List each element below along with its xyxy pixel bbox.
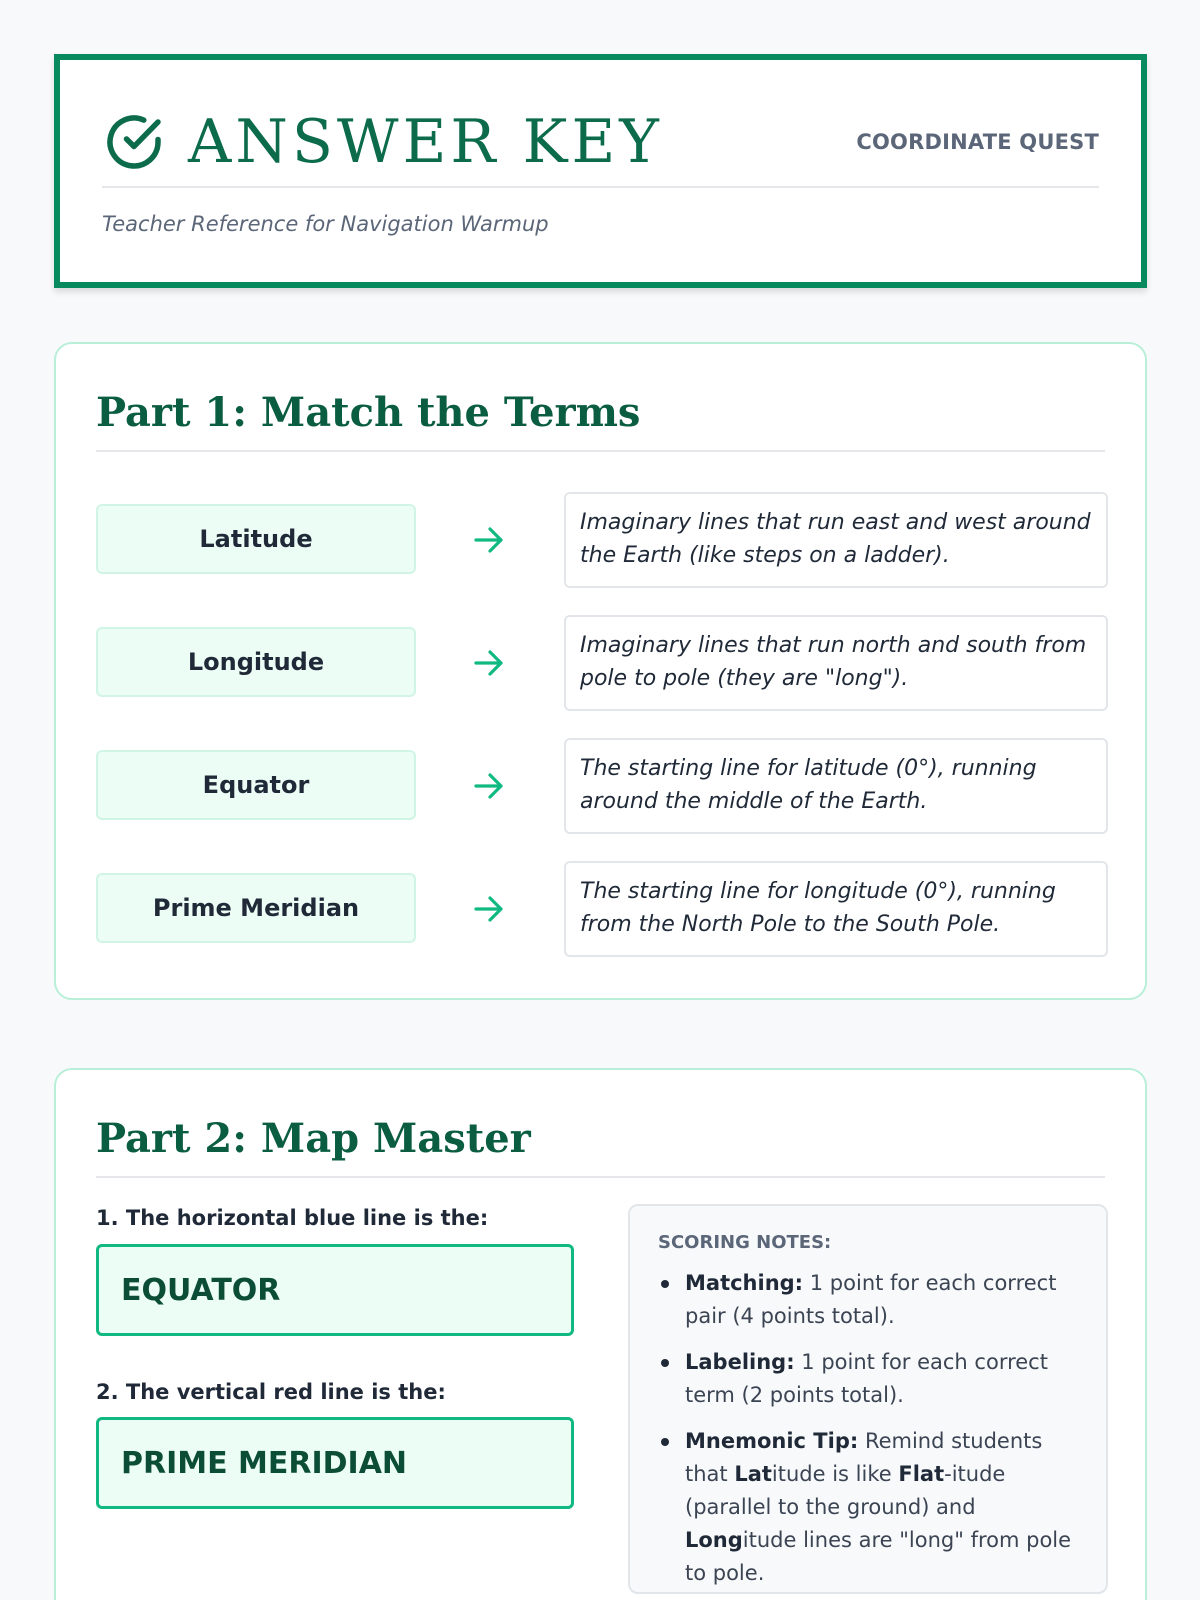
note-emphasis: Flat (898, 1462, 945, 1486)
term-box: Prime Meridian (96, 873, 416, 943)
note-text: Remind students that (685, 1429, 1043, 1486)
question-label: 1. The horizontal blue line is the: (96, 1206, 489, 1230)
definition-box: Imaginary lines that run east and west around the Earth (like steps on a ladder). (564, 492, 1108, 588)
definition-box: The starting line for longitude (0°), running from the North Pole to the South Pole. (564, 861, 1108, 957)
match-row (96, 738, 1108, 834)
title-group (102, 107, 663, 177)
check-circle-icon (102, 110, 166, 174)
match-row (96, 492, 1108, 588)
term-box: Equator (96, 750, 416, 820)
note-text: -itude (parallel to the ground) and (685, 1462, 1006, 1519)
definition-box: The starting line for latitude (0°), running around the middle of the Earth. (564, 738, 1108, 834)
part2-card (54, 1068, 1147, 1600)
header-card (54, 54, 1147, 288)
answer-box: PRIME MERIDIAN (96, 1417, 574, 1509)
note-emphasis: Lat (734, 1462, 772, 1486)
note-label: Mnemonic Tip: (685, 1429, 859, 1453)
scoring-notes-list (658, 1267, 1078, 1590)
part1-title: Part 1: Match the Terms (96, 388, 1105, 452)
arrow-right-icon (472, 892, 506, 926)
note-text: itude is like (771, 1462, 899, 1486)
note-label: Matching: (685, 1271, 804, 1295)
arrow-right-icon (472, 769, 506, 803)
term-box: Latitude (96, 504, 416, 574)
note-emphasis: Long (685, 1528, 743, 1552)
scoring-note-labeling (658, 1346, 1078, 1412)
scoring-title: SCORING NOTES: (658, 1232, 832, 1253)
arrow-right-icon (472, 646, 506, 680)
match-row (96, 861, 1108, 957)
quest-name: COORDINATE QUEST (856, 130, 1099, 154)
note-label: Labeling: (685, 1350, 795, 1374)
page-title: ANSWER KEY (188, 107, 663, 177)
definition-box: Imaginary lines that run north and south from pole to pole (they are "long"). (564, 615, 1108, 711)
question-label: 2. The vertical red line is the: (96, 1380, 446, 1404)
note-text: itude lines are "long" from pole to pole. (685, 1528, 1072, 1585)
part1-card (54, 342, 1147, 1000)
note-text: 1 point for each correct pair (4 points total). (685, 1271, 1057, 1328)
header-subtitle: Teacher Reference for Navigation Warmup (102, 212, 549, 236)
note-text: 1 point for each correct term (2 points total). (685, 1350, 1048, 1407)
answer-box: EQUATOR (96, 1244, 574, 1336)
match-row (96, 615, 1108, 711)
scoring-note-mnemonic (658, 1425, 1078, 1590)
scoring-note-matching (658, 1267, 1078, 1333)
arrow-right-icon (472, 523, 506, 557)
term-box: Longitude (96, 627, 416, 697)
scoring-notes-panel (628, 1204, 1108, 1594)
part2-title: Part 2: Map Master (96, 1114, 1105, 1178)
header-top (102, 98, 1099, 188)
